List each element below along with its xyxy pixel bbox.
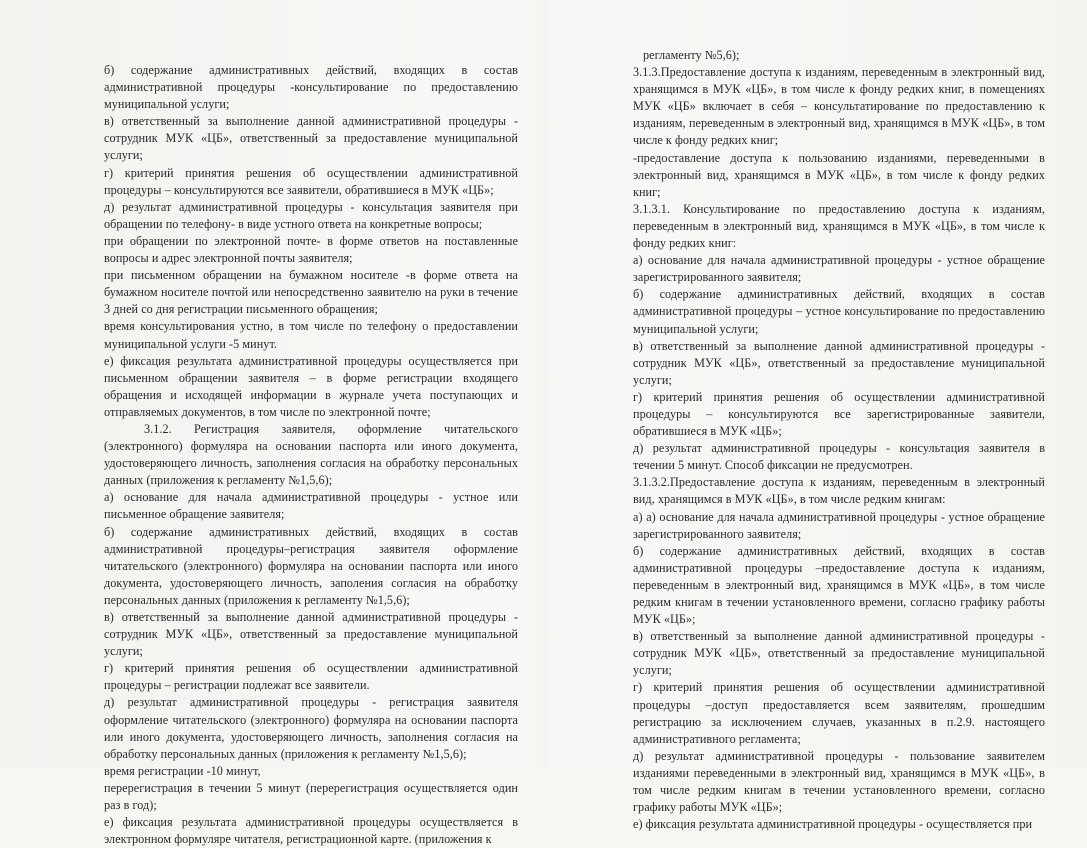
paragraph: в) ответственный за выполнение данной административной процедуры - сотрудник МУК «ЦБ», ответственный за предоставление муниципальной услуги; <box>104 114 518 163</box>
section-heading-3-1-2: 3.1.2. Регистрация заявителя, оформление читательского (электронного) формуляра на основании паспорта или иного документа, удостоверяющего личность, заполнения согласия на обработку персональных данных (приложения к регламенту №1,5,6); <box>104 421 518 488</box>
paragraph: -предоставление доступа к пользованию изданиями, переведенными в электронный вид, хранящимся в МУК «ЦБ», в том числе к фонду редких книг; <box>633 150 1045 199</box>
paragraph: в) ответственный за выполнение данной административной процедуры - сотрудник МУК «ЦБ», ответственный за предоставление муниципальной услуги; <box>104 610 518 659</box>
paragraph: д) результат административной процедуры - пользование заявителем изданиями переведенными в электронный вид, хранящимся в МУК «ЦБ», в том числе редким книгам в течении установленного времени, согласно графику работы МУК «ЦБ»; <box>633 748 1045 815</box>
paragraph: д) результат административной процедуры - регистрация заявителя оформление читательского (электронного) формуляра на основании паспорта или иного документа, удостоверяющего личность, заполнения согласия на обработку персональных данных (приложения к регламенту №1,5,6); <box>104 695 518 761</box>
paragraph: б) содержание административных действий, входящих в состав административной процедуры – устное консультирование по предоставлению муниципальной услуги; <box>633 287 1045 336</box>
paragraph: е) фиксация результата административной процедуры осуществляется в электронном формуляре читателя, регистрационной карте. (приложения к <box>104 815 518 847</box>
paragraph: время консультирования устно, в том числе по телефону о предоставлении муниципальной услуги -5 минут. <box>104 319 518 351</box>
paragraph: д) результат административной процедуры - консультация заявителя при обращении по телефону- в виде устного ответа на конкретные вопросы; <box>104 199 518 231</box>
paragraph: г) критерий принятия решения об осуществлении административной процедуры – регистрации подлежат все заявители. <box>104 661 518 693</box>
paragraph: б) содержание административных действий, входящих в состав административной процедуры–регистрация заявителя оформление читательского (электронного) формуляра на основании паспорта или иного документа, удостоверяющего личность, заполения согласия на обработку персональных данных (приложения к регламенту №1,5,6); <box>104 524 518 607</box>
paragraph: в) ответственный за выполнение данной административной процедуры - сотрудник МУК «ЦБ», ответственный за предоставление муниципальной услуги; <box>633 338 1045 387</box>
paragraph: при обращении по электронной почте- в форме ответов на поставленные вопросы и адрес электронной почты заявителя; <box>104 233 518 266</box>
right-page-text <box>633 47 1045 833</box>
paragraph: г) критерий принятия решения об осуществлении административной процедуры – консультируются все заявители, обратившиеся в МУК «ЦБ»; <box>104 165 518 197</box>
paragraph: е) фиксация результата административной процедуры - осуществляется при <box>633 817 1033 832</box>
paragraph: д) результат административной процедуры - консультация заявителя в течении 5 минут. Способ фиксации не предусмотрен. <box>633 441 1045 473</box>
paragraph: в) ответственный за выполнение данной административной процедуры - сотрудник МУК «ЦБ», ответственный за предоставление муниципальной услуги; <box>633 629 1045 678</box>
paragraph: время регистрации -10 минут, <box>104 763 261 778</box>
paragraph: а) основание для начала административной процедуры - устное обращение зарегистрированного заявителя; <box>633 253 1045 285</box>
left-page-text <box>104 62 518 848</box>
paragraph: регламенту №5,6); <box>643 48 740 62</box>
paragraph: перерегистрация в течении 5 минут (перерегистрация осуществляется один раз в год); <box>104 780 518 813</box>
paragraph: б) содержание административных действий, входящих в состав административной процедуры -консультирование по предоставлению муниципальной услуги; <box>104 63 518 112</box>
paragraph: а) а) основание для начала административной процедуры - устное обращение зарегистрированного заявителя; <box>633 509 1045 541</box>
section-heading-3-1-3-1: 3.1.3.1. Консультирование по предоставлению доступа к изданиям, переведенным в электронный вид, хранящимся в МУК «ЦБ», в том числе к фонду редких книг: <box>633 201 1045 251</box>
paragraph: при письменном обращении на бумажном носителе -в форме ответа на бумажном носителе почтой или непосредственно заявителю на руки в течение 3 дней со дня регистрации письменного обращения; <box>104 268 518 317</box>
section-heading-3-1-3: 3.1.3.Предоставление доступа к изданиям, переведенным в электронный вид, хранящимся в МУК «ЦБ», в том числе к фонду редких книг, в помещениях МУК «ЦБ» включает в себя – консультатирование по предоставлению к изданиям, переведенным в электронный вид, хранящимся в МУК «ЦБ», в том числе к фонду редких книг; <box>633 65 1045 148</box>
paragraph: а) основание для начала административной процедуры - устное или письменное обращение заявителя; <box>104 490 518 522</box>
section-heading-3-1-3-2: 3.1.3.2.Предоставление доступа к изданиям, переведенным в электронный вид, хранящимся в МУК «ЦБ», в том числе редким книгам: <box>633 475 1045 507</box>
paragraph: б) содержание административных действий, входящих в состав административной процедуры –предоставление доступа к изданиям, переведенным в электронный вид, хранящимся в МУК «ЦБ», в том числе редким книгам в течении установленного времени, согласно графику работы МУК «ЦБ»; <box>633 543 1045 627</box>
paragraph: г) критерий принятия решения об осуществлении административной процедуры – консультируются все зарегистрированные заявители, обратившиеся в МУК «ЦБ»; <box>633 389 1045 439</box>
paragraph: е) фиксация результата административной процедуры осуществляется при письменном обращении заявителя – в форме регистрации входящего обращения и исходящей информации в журнале учета поступающих и отправляемых документов, в том числе по электронной почте; <box>104 353 518 419</box>
paragraph: г) критерий принятия решения об осуществлении административной процедуры –доступ предоставляется всем заявителям, прошедшим регистрацию за исключением случаев, указанных в п.2.9. настоящего административного регламента; <box>633 680 1045 746</box>
